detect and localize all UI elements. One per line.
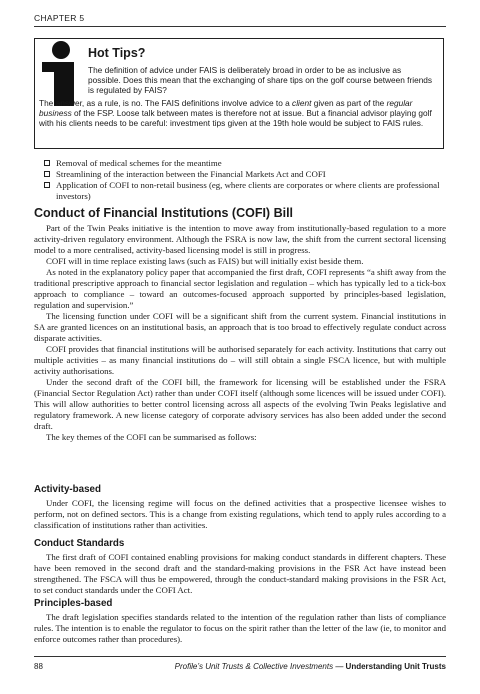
checkbox-bullet-icon	[44, 171, 50, 177]
tip-answer: The answer, as a rule, is no. The FAIS definitions involve advice to a client given as part of the regular business of the FSP. Loose talk between mates is therefore not at issue. But a financial advisor playing golf with his clients needs to be careful: investment tips given at the 19th hole would be subject to FAIS rules.	[39, 98, 432, 129]
header-rule	[34, 26, 446, 27]
tip-title: Hot Tips?	[88, 46, 146, 60]
subheading-activity-based: Activity-based	[34, 484, 101, 495]
principles-based-body: The draft legislation specifies standards related to the intention of the regulation rather than lists of compliance rules. The intention is to enable the regulator to focus on the spirit rather than the letter of the law (ie, to monitor and enforce outcomes rather than procedures).	[34, 612, 446, 644]
list-item: Application of COFI to non-retail business (eg, where clients are corporates or where clients are professional investors)	[44, 180, 444, 202]
paragraph: COFI will in time replace existing laws (such as FAIS) but will initially exist beside them.	[46, 256, 364, 266]
list-item: Streamlining of the interaction between the Financial Markets Act and COFI	[44, 169, 444, 180]
paragraph: The key themes of the COFI can be summarised as follows:	[46, 432, 257, 442]
page-number: 88	[34, 662, 43, 671]
list-item: Removal of medical schemes for the meantime	[44, 158, 444, 169]
bullet-list	[44, 158, 444, 202]
conduct-standards-body: The first draft of COFI contained enabling provisions for making conduct standards in different chapters. These have been removed in the second draft and the standard-making provisions in the FSR Act have instead been strengthened. The FSCA will thus be empowered, through the conduct-standard making provisions in the FSR Act, to set conduct standards under the COFI Act.	[34, 552, 446, 595]
paragraph: Under the second draft of the COFI bill, the framework for licensing will be established under the FSRA (Financial Sector Regulation Act) rather than under COFI itself (although some licences will be issued under COFI). This will allow authorities to better control licensing across all aspects of the evolving Twin Peaks legislative and regulatory framework. A new license category of corporate advisory services has also been added under the second draft.	[34, 377, 446, 431]
subheading-conduct-standards: Conduct Standards	[34, 538, 125, 549]
checkbox-bullet-icon	[44, 182, 50, 188]
paragraph: As noted in the explanatory policy paper that accompanied the first draft, COFI represents “a shift away from the traditional prescriptive approach to financial sector legislation and regulation – which has typically led to a tick-box approach to compliance – toward an outcomes-focused approach supported by principles-based legislation, regulation and supervision.”	[34, 267, 446, 310]
activity-based-body: Under COFI, the licensing regime will focus on the defined activities that a prospective licensee wishes to perform, not on defined sectors. This is a change from existing regulations, which tend to apply rules according to a classification of institutions rather than activities.	[34, 498, 446, 530]
running-footer: Profile’s Unit Trusts & Collective Investments — Understanding Unit Trusts	[174, 662, 446, 671]
paragraph: The licensing function under COFI will be a significant shift from the current system. Financial institutions in SA are granted licences on an institutional basis, an approach that is too broad to effectively regulate conduct across disparate activities.	[34, 311, 446, 343]
section-body	[34, 223, 446, 443]
tip-intro: The definition of advice under FAIS is deliberately broad in order to be as inclusive as possible. Does this mean that the exchanging of share tips on the golf course between friends is regulated by FAIS?	[88, 65, 433, 96]
footer-rule	[34, 656, 446, 657]
subheading-principles-based: Principles-based	[34, 598, 113, 609]
chapter-header: CHAPTER 5	[34, 13, 85, 23]
checkbox-bullet-icon	[44, 160, 50, 166]
paragraph: Part of the Twin Peaks initiative is the intention to move away from institutionally-based regulation to a more activity-driven regulatory environment. Although the FSRA is now law, the shift from the current sectoral licensing model to a more centralised, activity-based licensing model is still in progress.	[34, 223, 446, 255]
paragraph: COFI provides that financial institutions will be authorised separately for each activity. Institutions that carry out multiple activities – as many financial institutions do – will still obtain a single FSCA licence, but with multiple activity authorisations.	[34, 344, 446, 376]
section-heading: Conduct of Financial Institutions (COFI) Bill	[34, 206, 294, 220]
